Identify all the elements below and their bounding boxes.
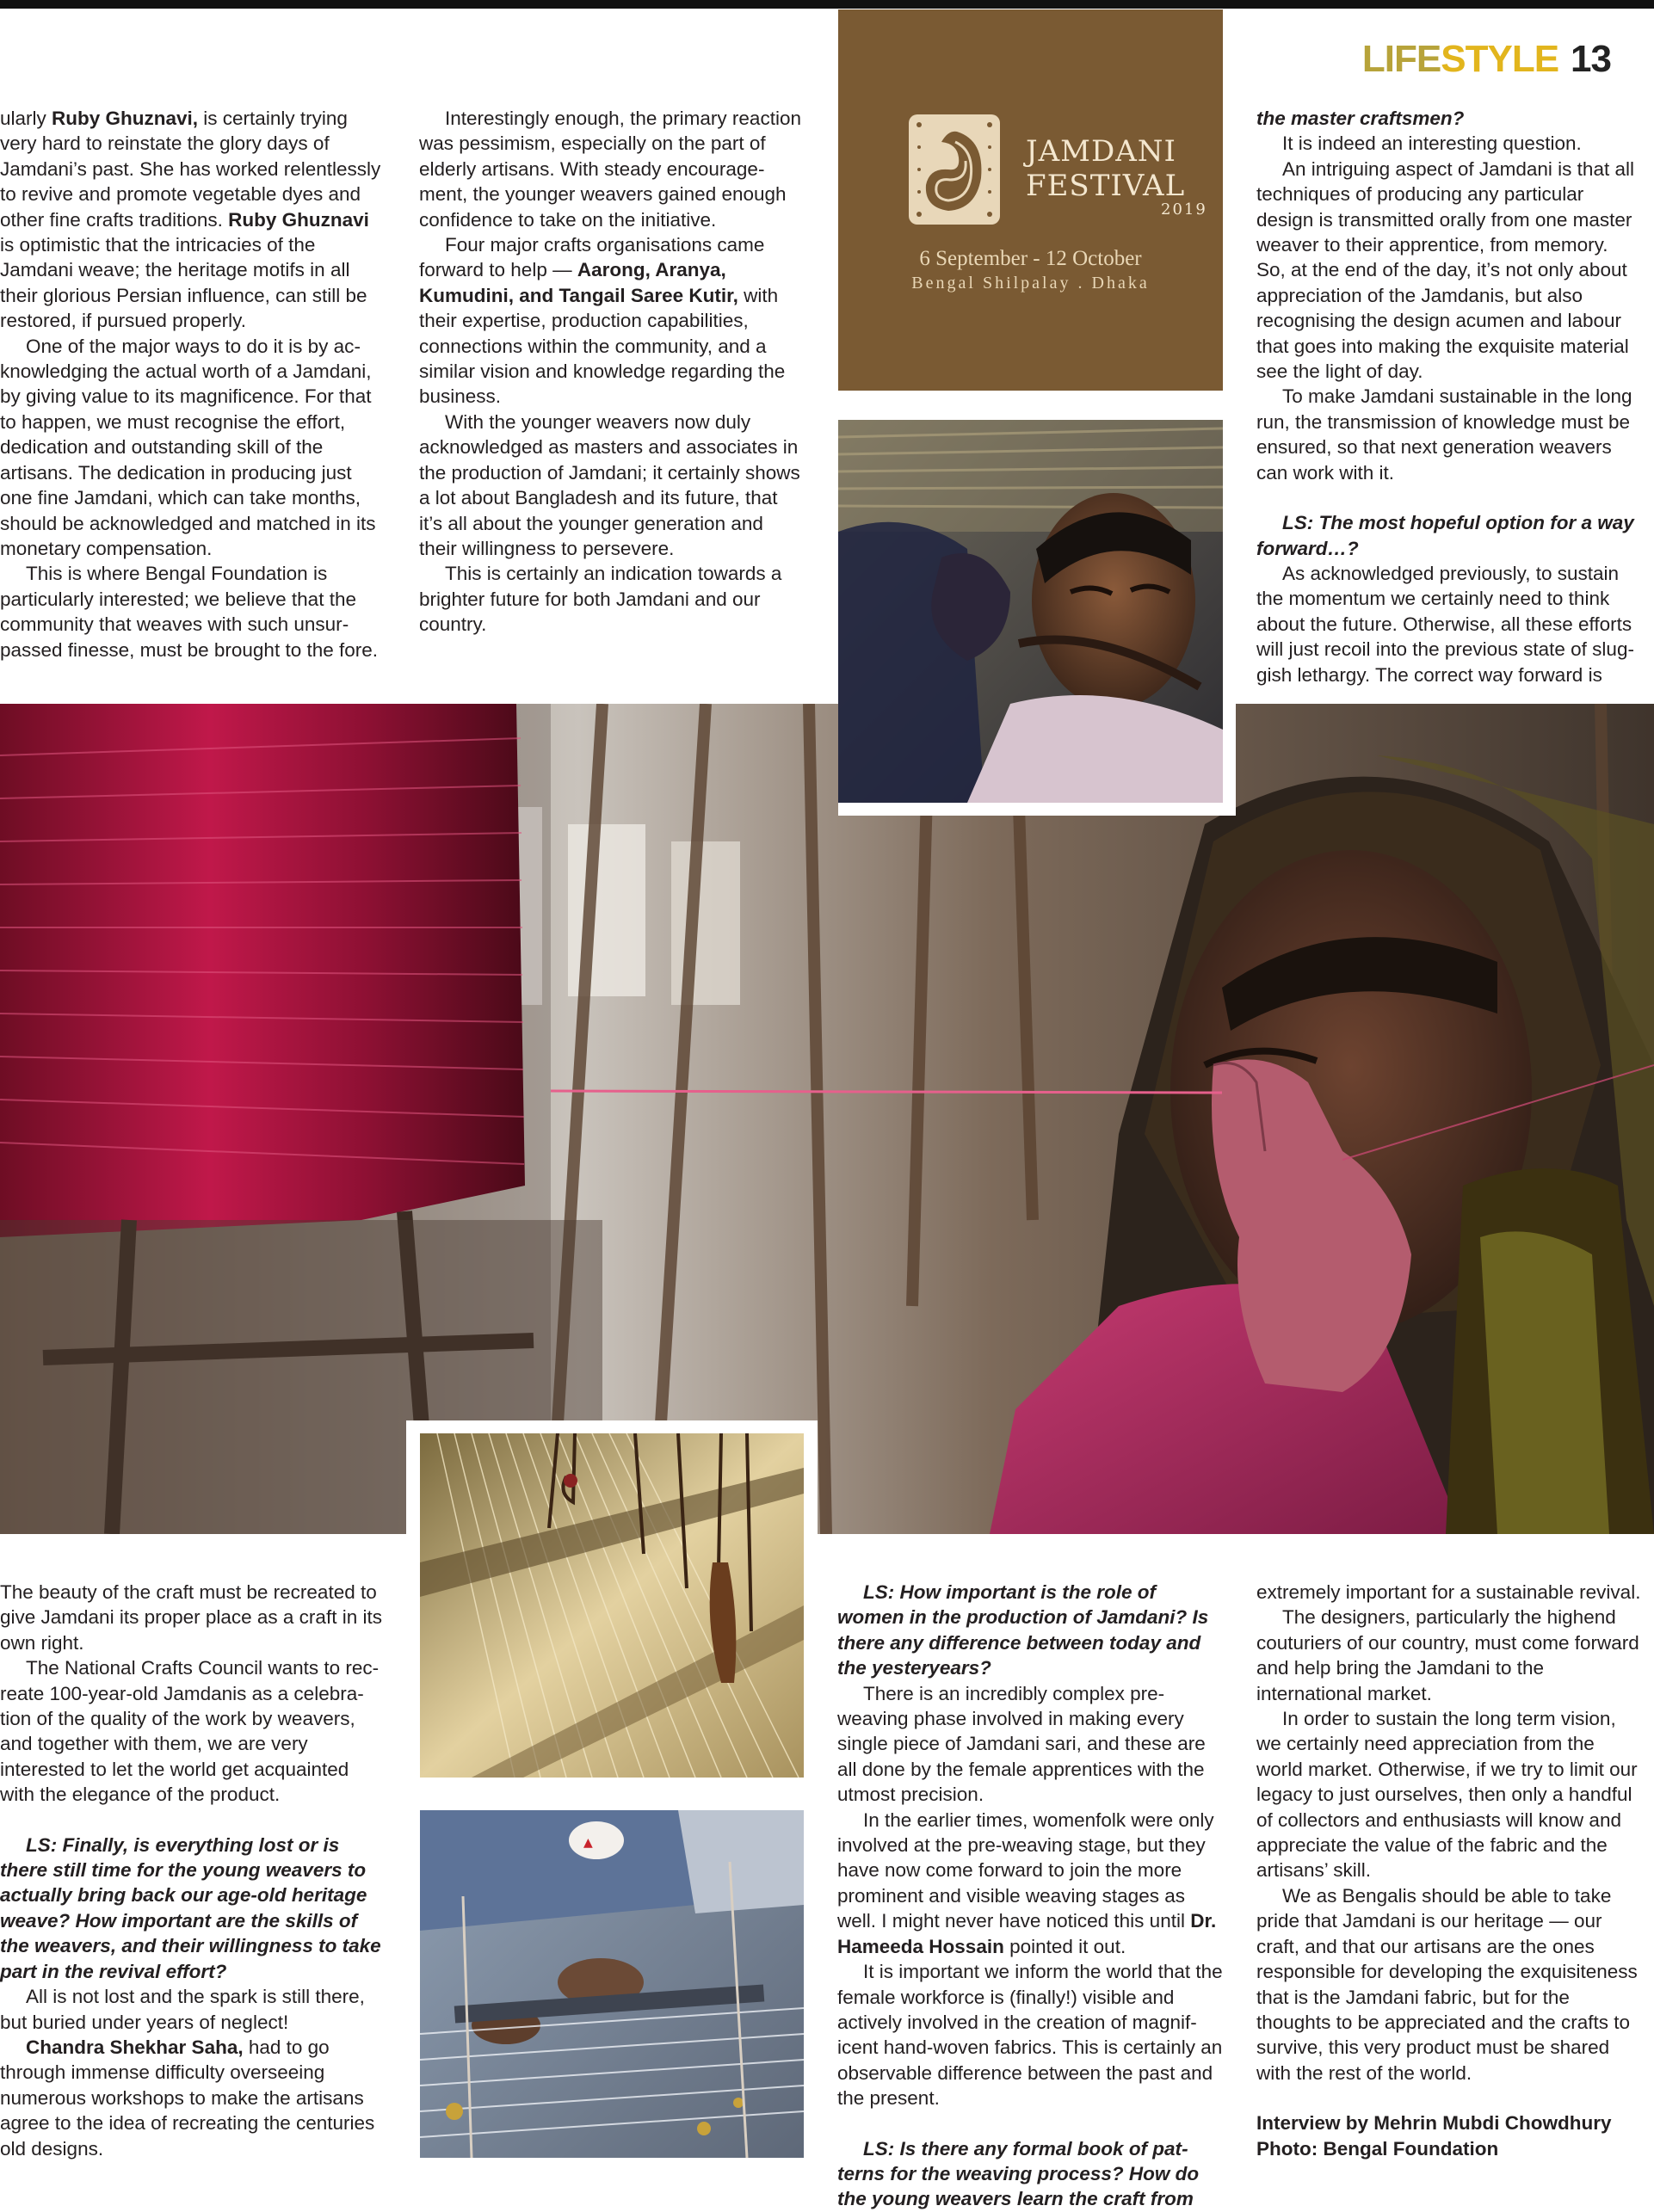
festival-title-line1: JAMDANI <box>1026 134 1176 169</box>
festival-poster <box>838 9 1223 391</box>
article-column-3-bottom <box>837 1580 1225 2212</box>
paragraph: This is where Bengal Foundation is particularly interested; we believe that the community that weaves with such unsurpassed finesse, must be brought to the fore. <box>0 563 379 661</box>
section-header <box>1362 38 1611 81</box>
paragraph: The National Crafts Council wants to recreate 100-year-old Jamdanis as a celebration of the quality of the work by weavers, and together with them, we are very interested to let the world get acquainted with the elegance of the product. <box>0 1657 380 1806</box>
paragraph: extremely important for a sustainable revival. <box>1256 1581 1641 1603</box>
top-rule <box>0 0 1654 9</box>
paragraph: It is indeed an interesting question. <box>1282 132 1582 155</box>
paragraph: One of the major ways to do it is by acknowledging the actual worth of a Jamdani, by giving value to its magnificence. For that to happen, we must recognise the effort, dedication and outstanding skill of the artisans. The dedication in producing just one fine Jamdani, which can take months, should be acknowledged and matched in its monetary compensation. <box>0 335 376 559</box>
paragraph <box>837 1808 1225 1959</box>
text-run: is certainly trying very hard to reinstate the glory days of Jamdani’s past. She has worked relentlessly to revive and promote vegetable dyes and other fine crafts traditions. <box>0 108 381 231</box>
paisley-motif-icon <box>907 113 1002 226</box>
text-run: had to go through immense difficulty overseeing numerous workshops to make the artisans agree to the idea of recreating the centuries old designs. <box>0 2036 375 2160</box>
photo-weaving-hands <box>420 1810 804 2158</box>
festival-year: 2019 <box>1161 200 1207 219</box>
paragraph: In order to sustain the long term vision, we certainly need appreciation from the world market. Otherwise, if we try to limit our legacy to just ourselves, then only a handful of collectors and enthusiasts will know and appreciate the value of the fabric and the artisans’ skill. <box>1256 1708 1638 1882</box>
festival-venue: Bengal Shilpalay . Dhaka <box>911 274 1150 293</box>
paragraph <box>0 106 386 334</box>
text-run: ularly <box>0 108 52 129</box>
byline: Interview by Mehrin Mubdi Chowdhury <box>1256 2112 1612 2135</box>
svg-text:▲: ▲ <box>583 1836 593 1850</box>
article-column-1-top <box>0 106 386 662</box>
photo-loom-threads <box>420 1433 804 1778</box>
paragraph: To make Jamdani sustainable in the long run, the transmission of knowledge must be ensured, so that next generation weavers can work with it. <box>1256 385 1632 484</box>
interview-question: LS: Finally, is everything lost or is there still time for the young weavers to actually bring back our age-old heritage weave? How important are the skills of the weavers, and their willingness to take part in the revival effort? <box>0 1833 381 1982</box>
interview-question: LS: The most hopeful option for a way forward…? <box>1256 512 1634 559</box>
text-run: In the earlier times, womenfolk were only involved at the pre-weaving stage, but they have now come forward to join the more prominent and visible weaving stages as well. I might never have noticed this until <box>837 1808 1214 1932</box>
paragraph <box>419 232 804 410</box>
paragraph: It is important we inform the world that the female workforce is (finally!) visible and actively involved in the creation of magnificent hand-woven fabrics. This is certainly an observable difference between the past and the present. <box>837 1961 1223 2110</box>
interview-question: LS: Is there any formal book of patterns for the weaving process? How do the young weavers learn the craft from <box>837 2137 1200 2210</box>
text-run: pointed it out. <box>1003 1935 1126 1957</box>
photo-weaver-man <box>838 420 1223 803</box>
bold-name: Ruby Ghuznavi, <box>52 108 199 129</box>
section-name-life: LIFE <box>1361 38 1441 80</box>
section-name-style: STYLE <box>1441 38 1559 80</box>
article-column-4-bottom <box>1256 1580 1642 2161</box>
festival-title-line2: FESTIVAL <box>1026 169 1186 203</box>
paragraph: Interestingly enough, the primary reaction was pessimism, especially on the part of elderly artisans. With steady encouragement, the younger weavers gained enough confidence to take on the initiative. <box>419 108 801 231</box>
text-run: Four major crafts organisations came forward to help — <box>419 234 765 281</box>
article-column-1-bottom <box>0 1580 386 2161</box>
text-run: is optimistic that the intricacies of the Jamdani weave; the heritage motifs in all their glorious Persian influence, can still be restored, if pursued properly. <box>0 234 367 332</box>
paragraph: With the younger weavers now duly acknowledged as masters and associates in the production of Jamdani; it certainly shows a lot about Bangladesh and its future, that it’s all about the younger generation and their willingness to persevere. <box>419 410 800 559</box>
interview-question: LS: How important is the role of women in the production of Jamdani? Is there any difference between today and the yesteryears? <box>837 1581 1209 1679</box>
byline: Photo: Bengal Foundation <box>1256 2137 1499 2160</box>
bold-name: Chandra Shekhar Saha, <box>26 2036 244 2058</box>
paragraph: An intriguing aspect of Jamdani is that all techniques of producing any particular design is transmitted orally from one master weaver to their apprentice, from memory. So, at the end of the day, it’s not only about appreciation of the Jamdanis, but also recognising the design acumen and labour that goes into making the exquisite material see the light of day. <box>1256 157 1634 383</box>
paragraph: As acknowledged previously, to sustain the momentum we certainly need to think about the future. Otherwise, all these efforts will just recoil into the previous state of sluggish lethargy. The correct way forward is <box>1256 562 1634 686</box>
paragraph: There is an incredibly complex pre-weaving phase involved in making every single piece of Jamdani sari, and these are all done by the female apprentices with the utmost precision. <box>837 1682 1206 1806</box>
paragraph: The beauty of the craft must be recreated to give Jamdani its proper place as a craft in its own right. <box>0 1581 382 1654</box>
paragraph: All is not lost and the spark is still there, but buried under years of neglect! <box>0 1986 365 2033</box>
interview-question: the master craftsmen? <box>1256 108 1465 129</box>
paragraph <box>0 2035 386 2161</box>
paragraph: The designers, particularly the highend couturiers of our country, must come forward and help bring the Jamdani to the international market. <box>1256 1606 1639 1704</box>
festival-dates: 6 September - 12 October <box>919 247 1142 270</box>
bold-name: Ruby Ghuznavi <box>228 208 369 231</box>
article-column-4-top <box>1256 106 1642 687</box>
paragraph: We as Bengalis should be able to take pride that Jamdani is our heritage — our craft, and that our artisans are the ones responsible for developing the exquisiteness that is the Jamdani fabric, but for the thoughts to be appreciated and the crafts to survive, this very product must be shared with the rest of the world. <box>1256 1884 1638 2084</box>
bold-name: Dr. Hameeda Hossain <box>837 1910 1217 1957</box>
festival-title <box>1026 134 1185 203</box>
hero-photo-weaver <box>0 704 1654 1534</box>
page-number: 13 <box>1571 38 1611 80</box>
article-column-2-top <box>419 106 804 638</box>
paragraph: This is certainly an indication towards a brighter future for both Jamdani and our country. <box>419 563 782 636</box>
bold-name: Aarong, Aranya, Kumudini, and Tangail Saree Kutir, <box>419 259 738 306</box>
text-run: with their expertise, production capabilities, connections within the community, and a similar vision and knowledge regarding the business. <box>419 284 786 408</box>
